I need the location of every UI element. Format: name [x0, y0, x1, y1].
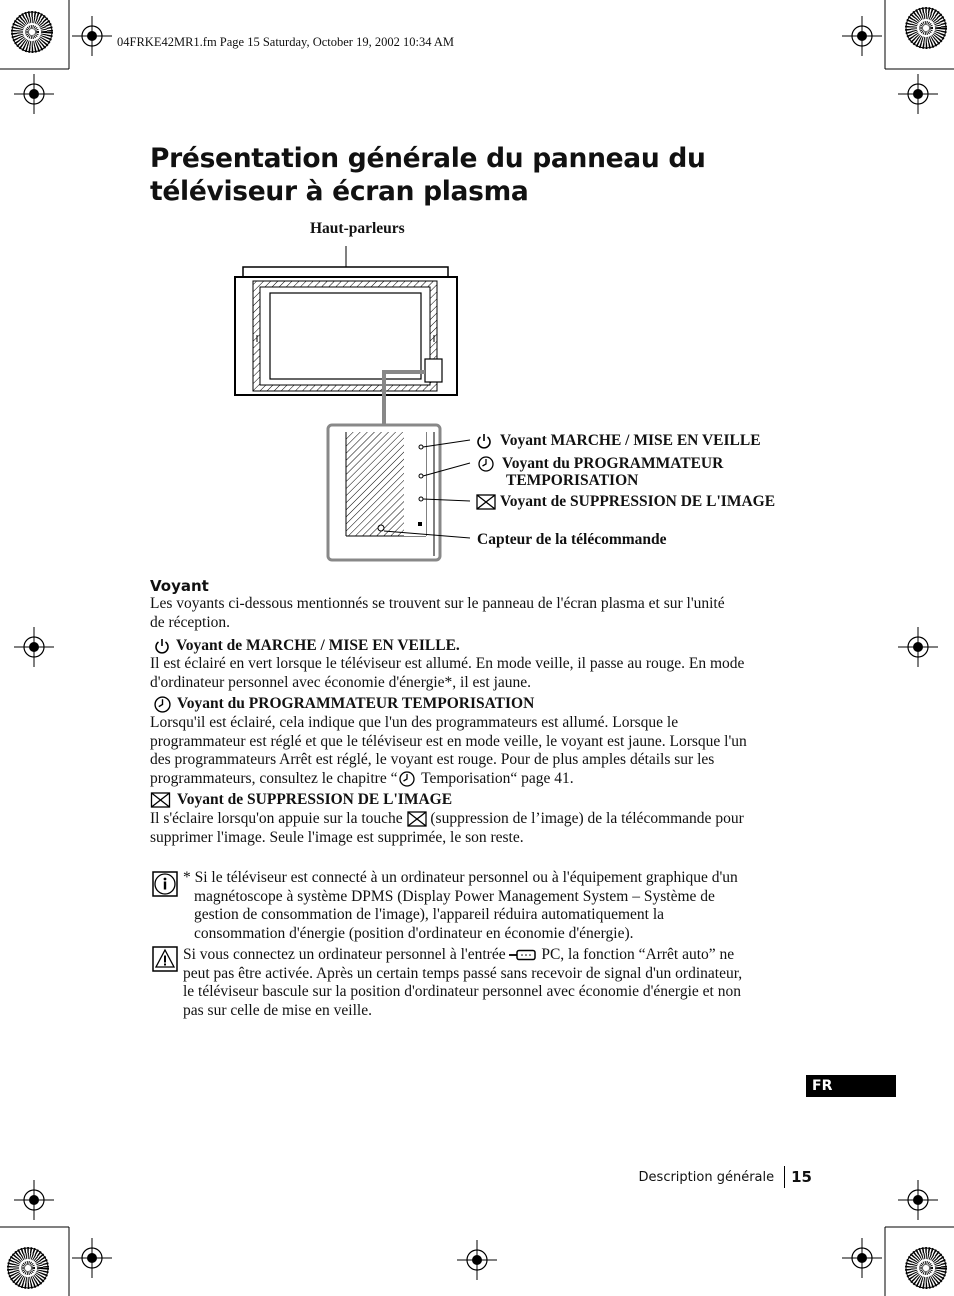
- power-item-text: [150, 655, 810, 692]
- text-line: Il est éclairé en vert lorsque le téléviseur est allumé. En mode veille, il passe au rouge. En mode: [150, 655, 745, 672]
- warning-icon: [152, 946, 178, 972]
- text-line: [150, 770, 810, 789]
- file-header: 04FRKE42MR1.fm Page 15 Saturday, October 19, 2002 10:34 AM: [117, 35, 455, 49]
- intro-line: de réception.: [150, 613, 231, 631]
- language-tab: FR: [806, 1075, 896, 1097]
- text-line: d'ordinateur personnel avec économie d'énergie*, il est jaune.: [150, 673, 532, 691]
- text-line: le téléviseur bascule sur la position d'ordinateur personnel avec économie d'énergie et non: [183, 983, 741, 1001]
- text-line: consommation d'énergie (position d'ordinateur en économie d'énergie).: [194, 924, 634, 942]
- text-line: [150, 810, 810, 829]
- picture-off-item-text: [150, 810, 810, 847]
- page-number: 15: [791, 1168, 812, 1186]
- power-item-title: Voyant de MARCHE / MISE EN VEILLE.: [176, 637, 460, 654]
- text-line: * Si le téléviseur est connecté à un ordinateur personnel ou à l'équipement graphique d'un: [183, 869, 738, 886]
- speakers-label: Haut-parleurs: [310, 220, 405, 237]
- timer-item-text: [150, 714, 810, 788]
- text-line: peut pas être activée. Après un certain temps passé sans recevoir de signal d'un ordinateur,: [183, 964, 743, 982]
- text-span: Il s'éclaire lorsqu'on appuie sur la touche: [150, 810, 407, 827]
- page-footer: [639, 1166, 812, 1188]
- picture-off-item-heading: [150, 791, 452, 809]
- picture-off-item-title: Voyant de SUPPRESSION DE L'IMAGE: [177, 791, 453, 808]
- page-title-line2: téléviseur à écran plasma: [150, 176, 529, 207]
- power-callout: [476, 432, 761, 450]
- text-span: (suppression de l’image) de la télécommande pour: [426, 810, 744, 827]
- section-heading: Voyant: [150, 577, 209, 595]
- intro-line: Les voyants ci-dessous mentionnés se trouvent sur le panneau de l'écran plasma et sur l'unité: [150, 595, 725, 612]
- picture-off-icon: [476, 494, 496, 510]
- text-line: Lorsqu'il est éclairé, cela indique que l'un des programmateurs est allumé. Lorsque le: [150, 714, 679, 731]
- text-line: gestion de consommation de l'image), l'appareil réduira automatiquement la: [194, 906, 665, 924]
- picture-off-callout-label: Voyant de SUPPRESSION DE L'IMAGE: [500, 493, 776, 510]
- picture-off-callout: [476, 493, 775, 511]
- warning-note: [183, 946, 803, 1020]
- text-line: des programmateurs Arrêt est réglé, le voyant est rouge. Pour de plus amples détails sur les: [150, 751, 715, 769]
- info-note: [183, 869, 803, 943]
- text-span: programmateurs, consultez le chapitre “: [150, 769, 398, 787]
- power-icon: [476, 433, 492, 449]
- text-line: pas sur celle de mise en veille.: [183, 1001, 372, 1019]
- text-line: programmateur est réglé et que le téléviseur est en mode veille, le voyant est jaune. Lorsque l'un: [150, 732, 747, 750]
- picture-off-icon: [407, 811, 427, 827]
- info-icon: [152, 871, 178, 897]
- timer-callout-label-2: TEMPORISATION: [506, 472, 639, 489]
- power-callout-label: Voyant MARCHE / MISE EN VEILLE: [500, 432, 761, 449]
- pc-input-icon: [509, 948, 537, 962]
- clock-icon: [397, 771, 417, 787]
- text-line: magnétoscope à système DPMS (Display Power Management System – Système de: [194, 887, 715, 905]
- power-item-heading: [154, 637, 460, 655]
- timer-callout-label: Voyant du PROGRAMMATEUR: [502, 455, 724, 472]
- text-line: supprimer l'image. Seule l'image est supprimée, le son reste.: [150, 828, 524, 846]
- text-span: Temporisation“ page 41.: [417, 769, 574, 787]
- text-span: PC, la fonction “Arrêt auto” ne: [537, 946, 735, 963]
- section-intro: [150, 595, 810, 632]
- picture-off-icon: [150, 792, 171, 808]
- power-icon: [154, 638, 170, 654]
- clock-icon: [154, 696, 171, 713]
- clock-icon: [478, 456, 494, 472]
- timer-item-heading: [154, 695, 534, 713]
- timer-item-title: Voyant du PROGRAMMATEUR TEMPORISATION: [177, 695, 535, 712]
- footer-section: Description générale: [638, 1169, 775, 1185]
- text-line: [183, 946, 803, 965]
- page-title-line1: Présentation générale du panneau du: [150, 143, 706, 174]
- timer-callout: [478, 455, 723, 473]
- footer-divider: [784, 1166, 785, 1188]
- text-span: Si vous connectez un ordinateur personnel à l'entrée: [183, 946, 510, 963]
- sensor-callout-label: Capteur de la télécommande: [477, 531, 667, 548]
